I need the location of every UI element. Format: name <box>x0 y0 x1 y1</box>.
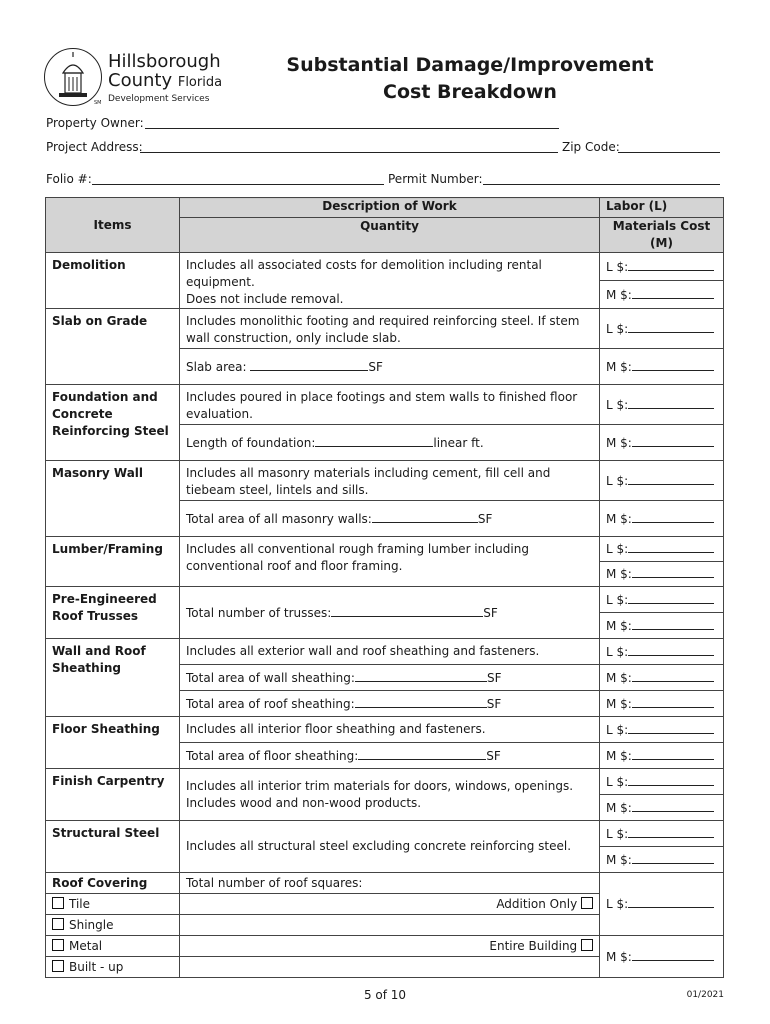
materials-cost-cell[interactable]: M $: <box>600 349 724 385</box>
qty-trusses[interactable]: Total number of trusses: SF <box>180 587 600 639</box>
zip-code-label: Zip Code: <box>562 140 620 154</box>
roof-blank-row <box>180 915 600 936</box>
revision-date: 01/2021 <box>686 990 724 1000</box>
item-floor-sheathing: Floor Sheathing <box>46 717 180 769</box>
county-logo <box>44 46 224 108</box>
county-seal-icon <box>44 48 102 106</box>
item-roof-covering: Roof Covering <box>46 873 180 894</box>
labor-cost-cell[interactable]: L $: <box>600 717 724 743</box>
header-labor: Labor (L) <box>600 198 724 218</box>
header-quantity: Quantity <box>180 218 600 253</box>
header-description: Description of Work <box>180 198 600 218</box>
folio-field[interactable] <box>92 184 384 185</box>
item-finish-carpentry: Finish Carpentry <box>46 769 180 821</box>
labor-cost-cell[interactable]: L $: <box>600 587 724 613</box>
qty-slab-area[interactable]: Slab area: SF <box>180 349 600 385</box>
desc-slab-on-grade: Includes monolithic footing and required reinforcing steel. If stem wall construction, only include slab. <box>180 309 600 349</box>
qty-foundation-length[interactable]: Length of foundation: linear ft. <box>180 425 600 461</box>
materials-cost-cell[interactable]: M $: <box>600 501 724 537</box>
labor-cost-cell[interactable]: L $: <box>600 821 724 847</box>
permit-number-field[interactable] <box>483 184 720 185</box>
materials-cost-cell[interactable]: M $: <box>600 562 724 587</box>
labor-cost-cell[interactable]: L $: <box>600 309 724 349</box>
materials-cost-cell[interactable]: M $: <box>600 743 724 769</box>
org-name: Hillsborough County Florida <box>108 51 223 91</box>
materials-cost-cell[interactable]: M $: <box>600 936 724 978</box>
desc-wall-roof-sheathing: Includes all exterior wall and roof sheathing and fasteners. <box>180 639 600 665</box>
org-subtitle: Development Services <box>108 94 210 104</box>
checkbox-icon[interactable] <box>581 939 593 951</box>
item-wall-roof-sheathing: Wall and Roof Sheathing <box>46 639 180 717</box>
qty-roof-squares[interactable]: Total number of roof squares: <box>180 873 600 894</box>
page-number: 5 of 10 <box>363 988 407 1002</box>
materials-cost-cell[interactable]: M $: <box>600 691 724 717</box>
service-mark: SM <box>94 100 102 106</box>
cost-breakdown-table <box>45 197 724 978</box>
project-address-label: Project Address: <box>46 140 143 154</box>
desc-foundation: Includes poured in place footings and stem walls to finished floor evaluation. <box>180 385 600 425</box>
materials-cost-cell[interactable]: M $: <box>600 613 724 639</box>
checkbox-icon[interactable] <box>52 918 64 930</box>
property-owner-label: Property Owner: <box>46 116 144 130</box>
item-structural-steel: Structural Steel <box>46 821 180 873</box>
item-roof-trusses: Pre-Engineered Roof Trusses <box>46 587 180 639</box>
item-slab-on-grade: Slab on Grade <box>46 309 180 385</box>
checkbox-icon[interactable] <box>52 939 64 951</box>
item-foundation: Foundation and Concrete Reinforcing Steel <box>46 385 180 461</box>
desc-floor-sheathing: Includes all interior floor sheathing and fasteners. <box>180 717 600 743</box>
labor-cost-cell[interactable]: L $: <box>600 873 724 936</box>
checkbox-icon[interactable] <box>581 897 593 909</box>
header-materials: Materials Cost (M) <box>600 218 724 253</box>
desc-lumber-framing: Includes all conventional rough framing lumber including conventional roof and floor framing. <box>180 537 600 587</box>
checkbox-icon[interactable] <box>52 897 64 909</box>
item-demolition: Demolition <box>46 253 180 309</box>
qty-floor-sheathing[interactable]: Total area of floor sheathing: SF <box>180 743 600 769</box>
page-title: Substantial Damage/Improvement Cost Breakdown <box>286 54 654 103</box>
option-shingle[interactable]: Shingle <box>46 915 180 936</box>
property-owner-field[interactable] <box>145 128 559 129</box>
desc-masonry-wall: Includes all masonry materials including cement, fill cell and tiebeam steel, lintels and sills. <box>180 461 600 501</box>
option-metal[interactable]: Metal <box>46 936 180 957</box>
qty-wall-sheathing[interactable]: Total area of wall sheathing: SF <box>180 665 600 691</box>
materials-cost-cell[interactable]: M $: <box>600 847 724 873</box>
option-tile[interactable]: Tile <box>46 894 180 915</box>
materials-cost-cell[interactable]: M $: <box>600 425 724 461</box>
project-address-field[interactable] <box>140 152 558 153</box>
labor-cost-cell[interactable]: L $: <box>600 461 724 501</box>
permit-number-label: Permit Number: <box>388 172 483 186</box>
labor-cost-cell[interactable]: L $: <box>600 385 724 425</box>
option-entire-building[interactable]: Entire Building <box>180 936 600 957</box>
roof-blank-row <box>180 957 600 978</box>
desc-structural-steel: Includes all structural steel excluding concrete reinforcing steel. <box>180 821 600 873</box>
folio-label: Folio #: <box>46 172 92 186</box>
desc-demolition: Includes all associated costs for demolition including rental equipment. Does not include removal. <box>180 253 600 309</box>
desc-finish-carpentry: Includes all interior trim materials for doors, windows, openings. Includes wood and non-wood products. <box>180 769 600 821</box>
item-masonry-wall: Masonry Wall <box>46 461 180 537</box>
materials-cost-cell[interactable]: M $: <box>600 795 724 821</box>
option-built-up[interactable]: Built - up <box>46 957 180 978</box>
item-lumber-framing: Lumber/Framing <box>46 537 180 587</box>
labor-cost-cell[interactable]: L $: <box>600 253 724 281</box>
labor-cost-cell[interactable]: L $: <box>600 537 724 562</box>
header-items: Items <box>46 198 180 253</box>
option-addition-only[interactable]: Addition Only <box>180 894 600 915</box>
materials-cost-cell[interactable]: M $: <box>600 665 724 691</box>
qty-masonry-area[interactable]: Total area of all masonry walls: SF <box>180 501 600 537</box>
labor-cost-cell[interactable]: L $: <box>600 639 724 665</box>
labor-cost-cell[interactable]: L $: <box>600 769 724 795</box>
qty-roof-sheathing[interactable]: Total area of roof sheathing: SF <box>180 691 600 717</box>
checkbox-icon[interactable] <box>52 960 64 972</box>
zip-code-field[interactable] <box>618 152 720 153</box>
materials-cost-cell[interactable]: M $: <box>600 281 724 309</box>
